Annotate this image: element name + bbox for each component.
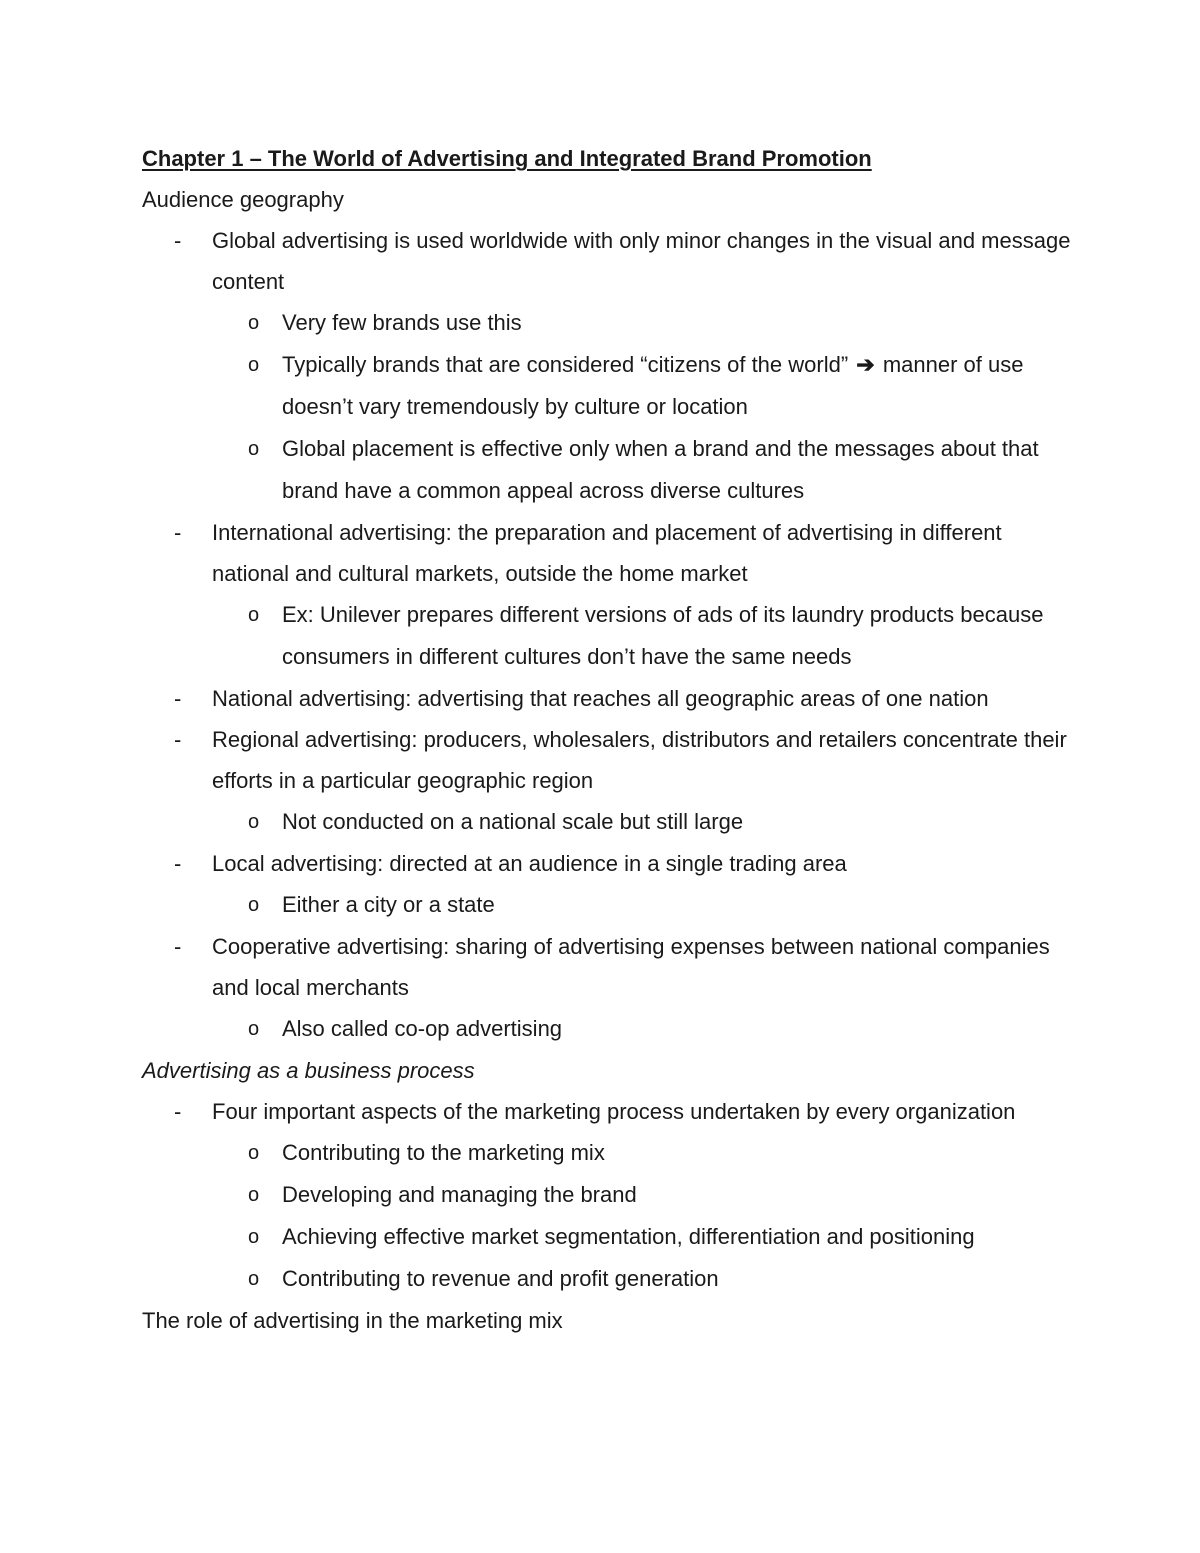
dash-bullet: - [174, 1099, 182, 1124]
sub-list [212, 1132, 1072, 1300]
sub-list-item [212, 1216, 1072, 1258]
list-item-text: National advertising: advertising that reaches all geographic areas of one nation [212, 686, 989, 711]
sub-list-item-text: Not conducted on a national scale but still large [282, 809, 744, 834]
sub-list-item [212, 1008, 1072, 1050]
right-arrow-icon: ➔ [856, 352, 875, 377]
dash-bullet: - [174, 686, 182, 711]
sub-list [212, 302, 1072, 512]
circle-bullet: o [248, 1142, 260, 1164]
section-heading-business-process: Advertising as a business process [142, 1058, 475, 1083]
list-item [142, 512, 1072, 678]
sub-list-item [212, 1132, 1072, 1174]
sub-list-item [212, 344, 1072, 428]
chapter-title: Chapter 1 – The World of Advertising and Integrated Brand Promotion [142, 146, 872, 171]
circle-bullet: o [248, 1226, 260, 1248]
circle-bullet: o [248, 354, 260, 376]
dash-bullet: - [174, 934, 182, 959]
sub-list-item-text: Achieving effective market segmentation, differentiation and positioning [282, 1224, 975, 1249]
sub-list [212, 1008, 1072, 1050]
sub-list-item-text: Developing and managing the brand [282, 1182, 637, 1207]
sub-list-item-text-continued: manner of use doesn’t vary tremendously by culture or location [282, 352, 1024, 419]
sub-list-item-text: Global placement is effective only when a brand and the messages about that brand have a common appeal across diverse cultures [282, 436, 1039, 503]
circle-bullet: o [248, 811, 260, 833]
circle-bullet: o [248, 312, 260, 334]
list-item-text: International advertising: the preparation and placement of advertising in different national and cultural markets, outside the home market [212, 520, 1002, 586]
sub-list-item [212, 1174, 1072, 1216]
sub-list-item [212, 594, 1072, 678]
sub-list-item-text: Very few brands use this [282, 310, 522, 335]
section-heading-marketing-mix: The role of advertising in the marketing mix [142, 1308, 563, 1333]
list-item [142, 719, 1072, 843]
sub-list-item [212, 1258, 1072, 1300]
list-item [142, 843, 1072, 926]
sub-list-item-text: Either a city or a state [282, 892, 495, 917]
list-item-text: Global advertising is used worldwide with only minor changes in the visual and message content [212, 228, 1071, 294]
dash-bullet: - [174, 851, 182, 876]
list-item-text: Local advertising: directed at an audience in a single trading area [212, 851, 847, 876]
circle-bullet: o [248, 604, 260, 626]
sub-list-item [212, 302, 1072, 344]
circle-bullet: o [248, 1268, 260, 1290]
circle-bullet: o [248, 438, 260, 460]
sub-list [212, 801, 1072, 843]
circle-bullet: o [248, 894, 260, 916]
sub-list-item-text: Typically brands that are considered “citizens of the world” [282, 352, 849, 377]
sub-list-item [212, 801, 1072, 843]
sub-list [212, 884, 1072, 926]
list-item [142, 926, 1072, 1050]
sub-list-item-text: Contributing to the marketing mix [282, 1140, 605, 1165]
section-heading-audience-geography: Audience geography [142, 187, 344, 212]
list-item [142, 678, 1072, 719]
list-item [142, 220, 1072, 512]
sub-list-item-text: Contributing to revenue and profit generation [282, 1266, 719, 1291]
sub-list-item-text: Ex: Unilever prepares different versions of ads of its laundry products because consumers in different cultures don’t have the same needs [282, 602, 1044, 669]
circle-bullet: o [248, 1184, 260, 1206]
dash-bullet: - [174, 228, 182, 253]
business-process-list [142, 1091, 1072, 1300]
document-page [142, 138, 1072, 1341]
sub-list-item-text: Also called co-op advertising [282, 1016, 563, 1041]
sub-list-item [212, 428, 1072, 512]
dash-bullet: - [174, 727, 182, 752]
circle-bullet: o [248, 1018, 260, 1040]
list-item [142, 1091, 1072, 1300]
sub-list-item [212, 884, 1072, 926]
dash-bullet: - [174, 520, 182, 545]
list-item-text: Four important aspects of the marketing process undertaken by every organization [212, 1099, 1016, 1124]
sub-list [212, 594, 1072, 678]
list-item-text: Regional advertising: producers, wholesalers, distributors and retailers concentrate their efforts in a particular geographic region [212, 727, 1067, 793]
list-item-text: Cooperative advertising: sharing of advertising expenses between national companies and local merchants [212, 934, 1050, 1000]
audience-geography-list [142, 220, 1072, 1050]
